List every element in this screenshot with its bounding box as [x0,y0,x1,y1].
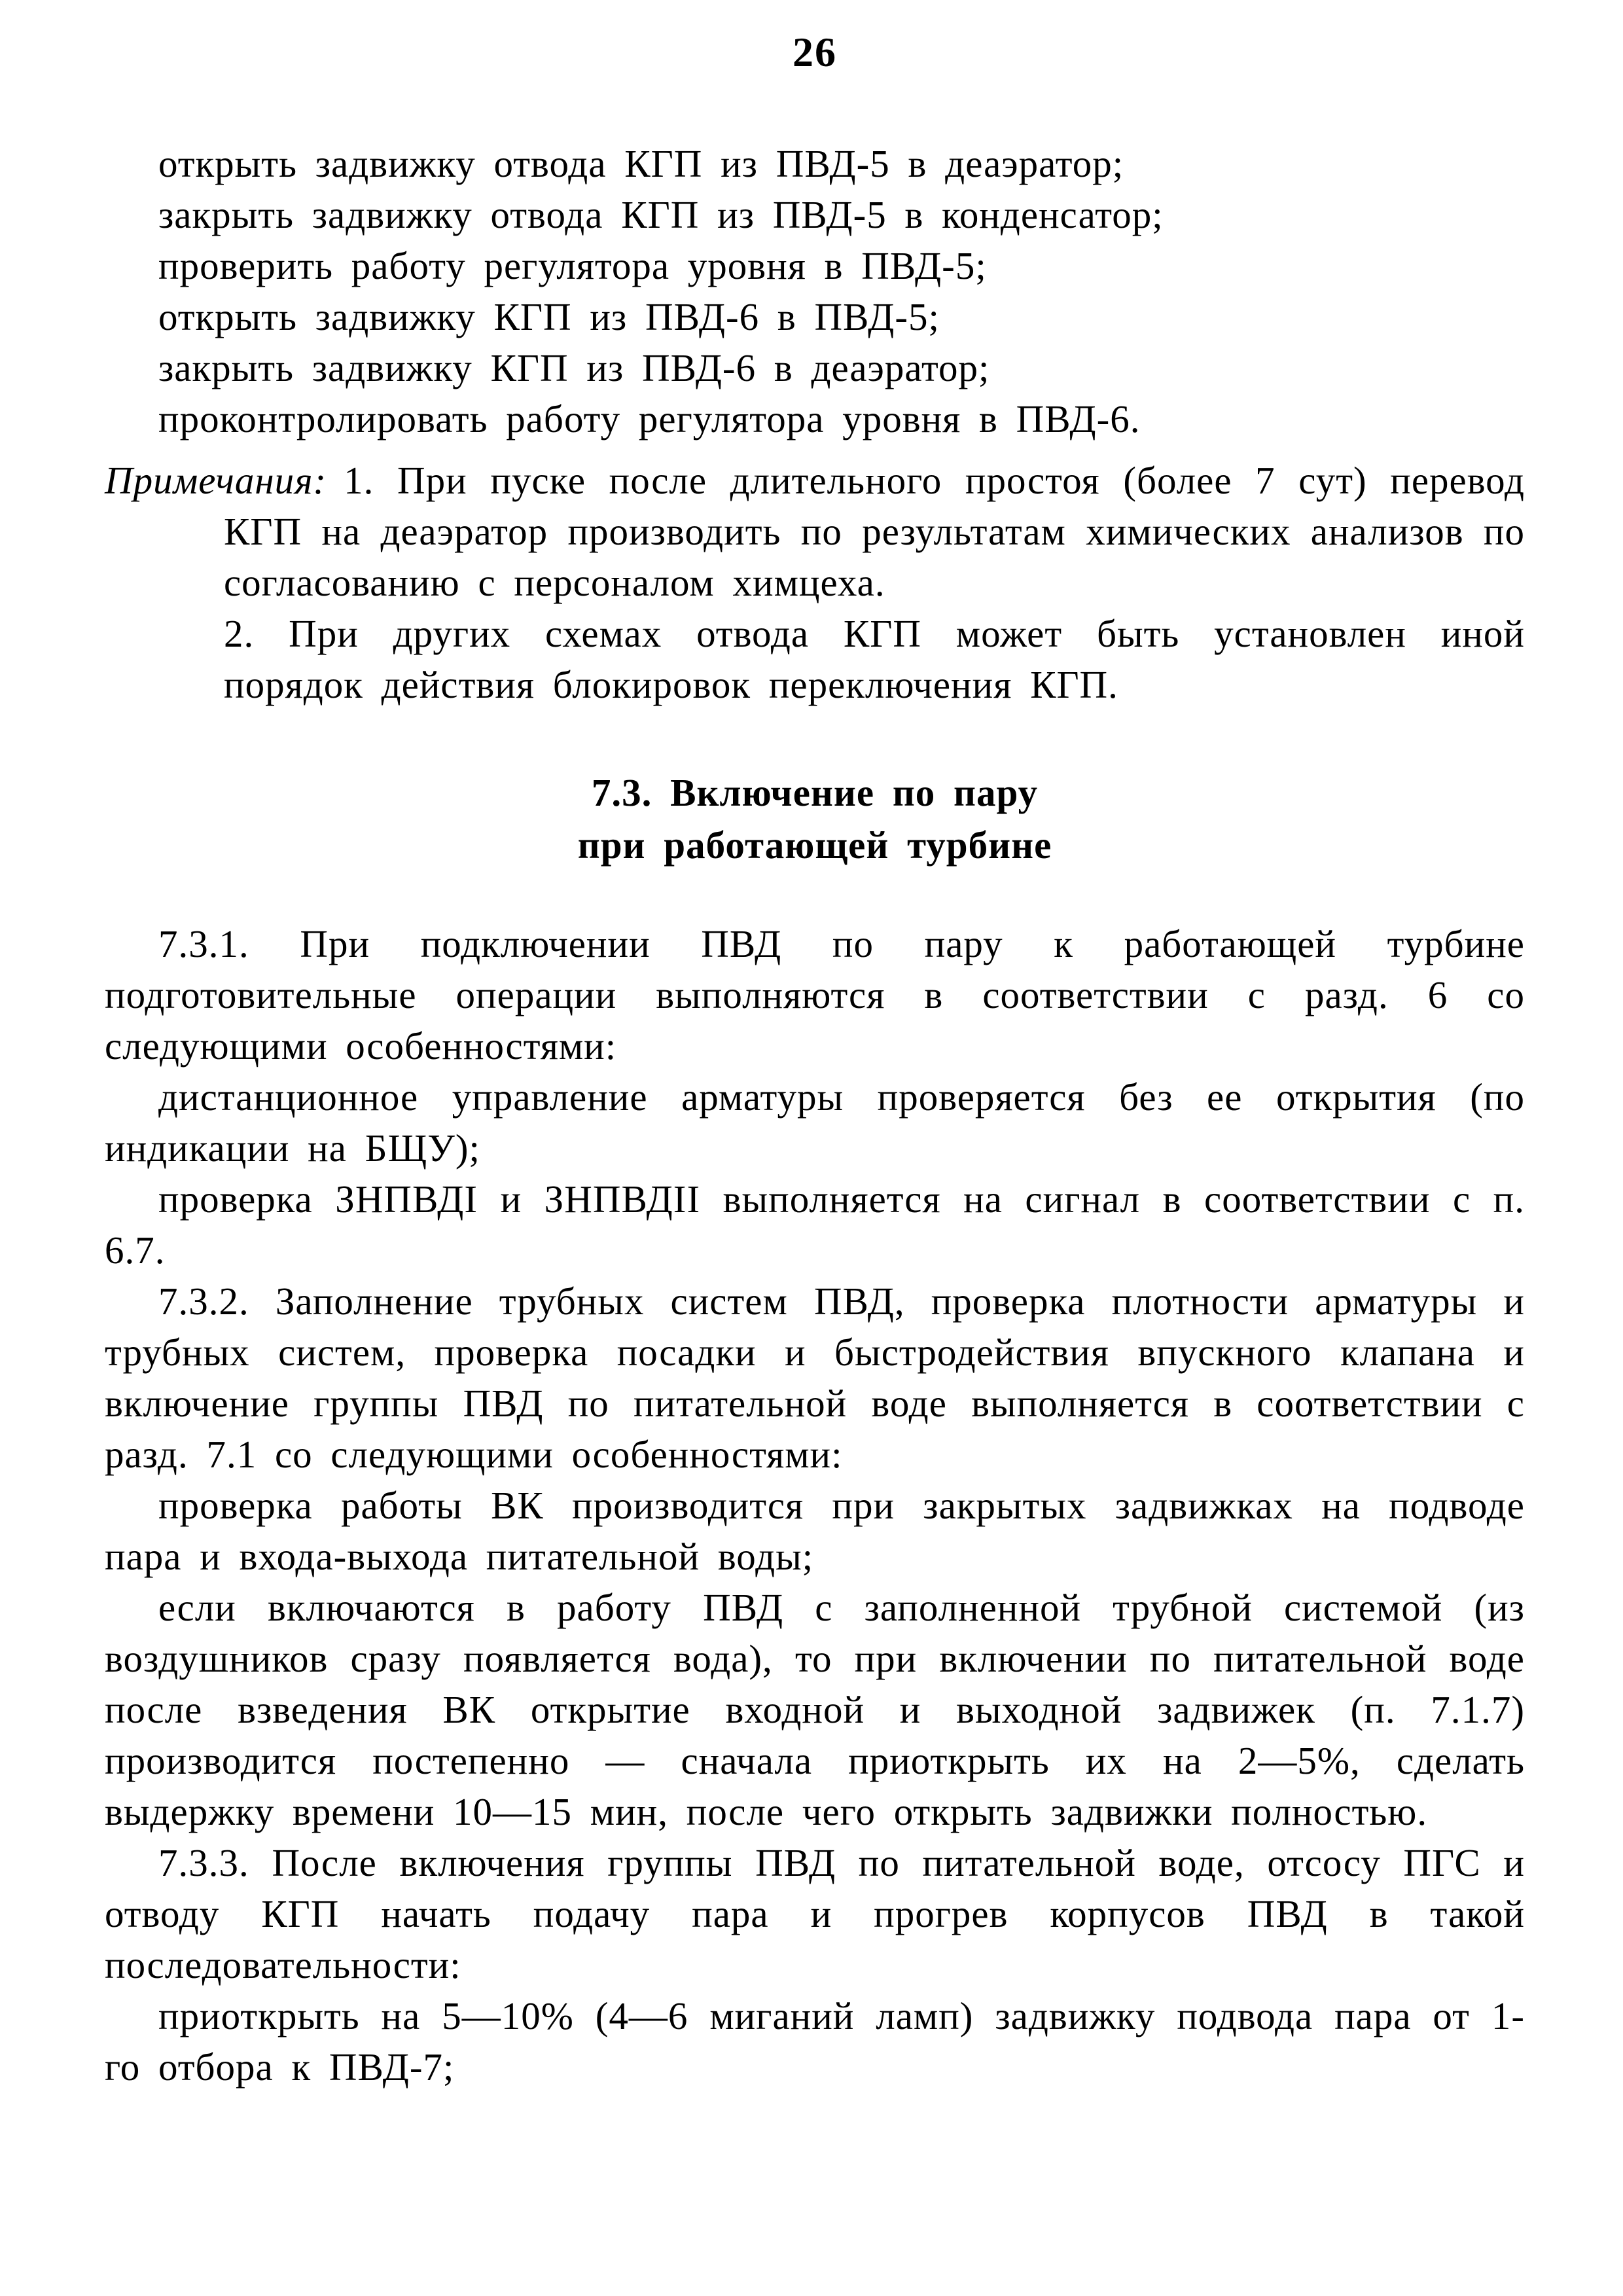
page-content [105,138,1525,2092]
action-list [105,138,1525,444]
list-item: проверить работу регулятора уровня в ПВД-5; [158,244,987,287]
notes-label: Примечания: [105,459,327,502]
paragraph: 7.3.1. При подключении ПВД по пару к работающей турбине подготовительные операции выполняются в соответствии с разд. 6 со следующими особенностями: [105,922,1525,1067]
list-item: закрыть задвижку КГП из ПВД-6 в деаэратор; [158,346,990,389]
paragraph: дистанционное управление арматуры проверяется без ее открытия (по индикации на БЩУ); [105,1075,1525,1170]
paragraph: приоткрыть на 5—10% (4—6 миганий ламп) задвижку подвода пара от 1-го отбора к ПВД-7; [105,1994,1525,2089]
paragraph: проверка ЗНПВДI и ЗНПВДII выполняется на сигнал в соответствии с п. 6.7. [105,1177,1525,1272]
list-item: закрыть задвижку отвода КГП из ПВД-5 в конденсатор; [158,193,1164,236]
section-heading-line2: при работающей турбине [577,823,1052,867]
paragraph: проверка работы ВК производится при закрытых задвижках на подводе пара и входа-выхода питательной воды; [105,1484,1525,1578]
note-text: 1. При пуске после длительного простоя (более 7 сут) перевод КГП на деаэратор производить по результатам химических анализов по согласованию с персоналом химцеха. [224,459,1525,604]
paragraph: 7.3.3. После включения группы ПВД по питательной воде, отсосу ПГС и отводу КГП начать подачу пара и прогрев корпусов ПВД в такой последовательности: [105,1841,1525,1986]
page-number: 26 [793,29,837,75]
list-item: открыть задвижку отвода КГП из ПВД-5 в деаэратор; [158,142,1124,185]
notes-block [105,455,1525,710]
list-item: открыть задвижку КГП из ПВД-6 в ПВД-5; [158,295,940,338]
note-item [105,455,1525,608]
section-heading [105,766,1525,871]
paragraph: 7.3.2. Заполнение трубных систем ПВД, проверка плотности арматуры и трубных систем, проверка посадки и быстродействия впускного клапана и включение группы ПВД по питательной воде выполняется в соответствии с разд. 7.1 со следующими особенностями: [105,1280,1525,1476]
list-item: проконтролировать работу регулятора уровня в ПВД-6. [158,397,1141,440]
section-heading-line1: 7.3. Включение по пару [591,771,1039,814]
note-item: 2. При других схемах отвода КГП может быть установлен иной порядок действия блокировок переключения КГП. [224,612,1525,706]
paragraph: если включаются в работу ПВД с заполненной трубной системой (из воздушников сразу появляется вода), то при включении по питательной воде после взведения ВК открытие входной и выходной задвижек (п. 7.1.7) производится постепенно — сначала приоткрыть их на 2—5%, сделать выдержку времени 10—15 мин, после чего открыть задвижки полностью. [105,1586,1525,1833]
